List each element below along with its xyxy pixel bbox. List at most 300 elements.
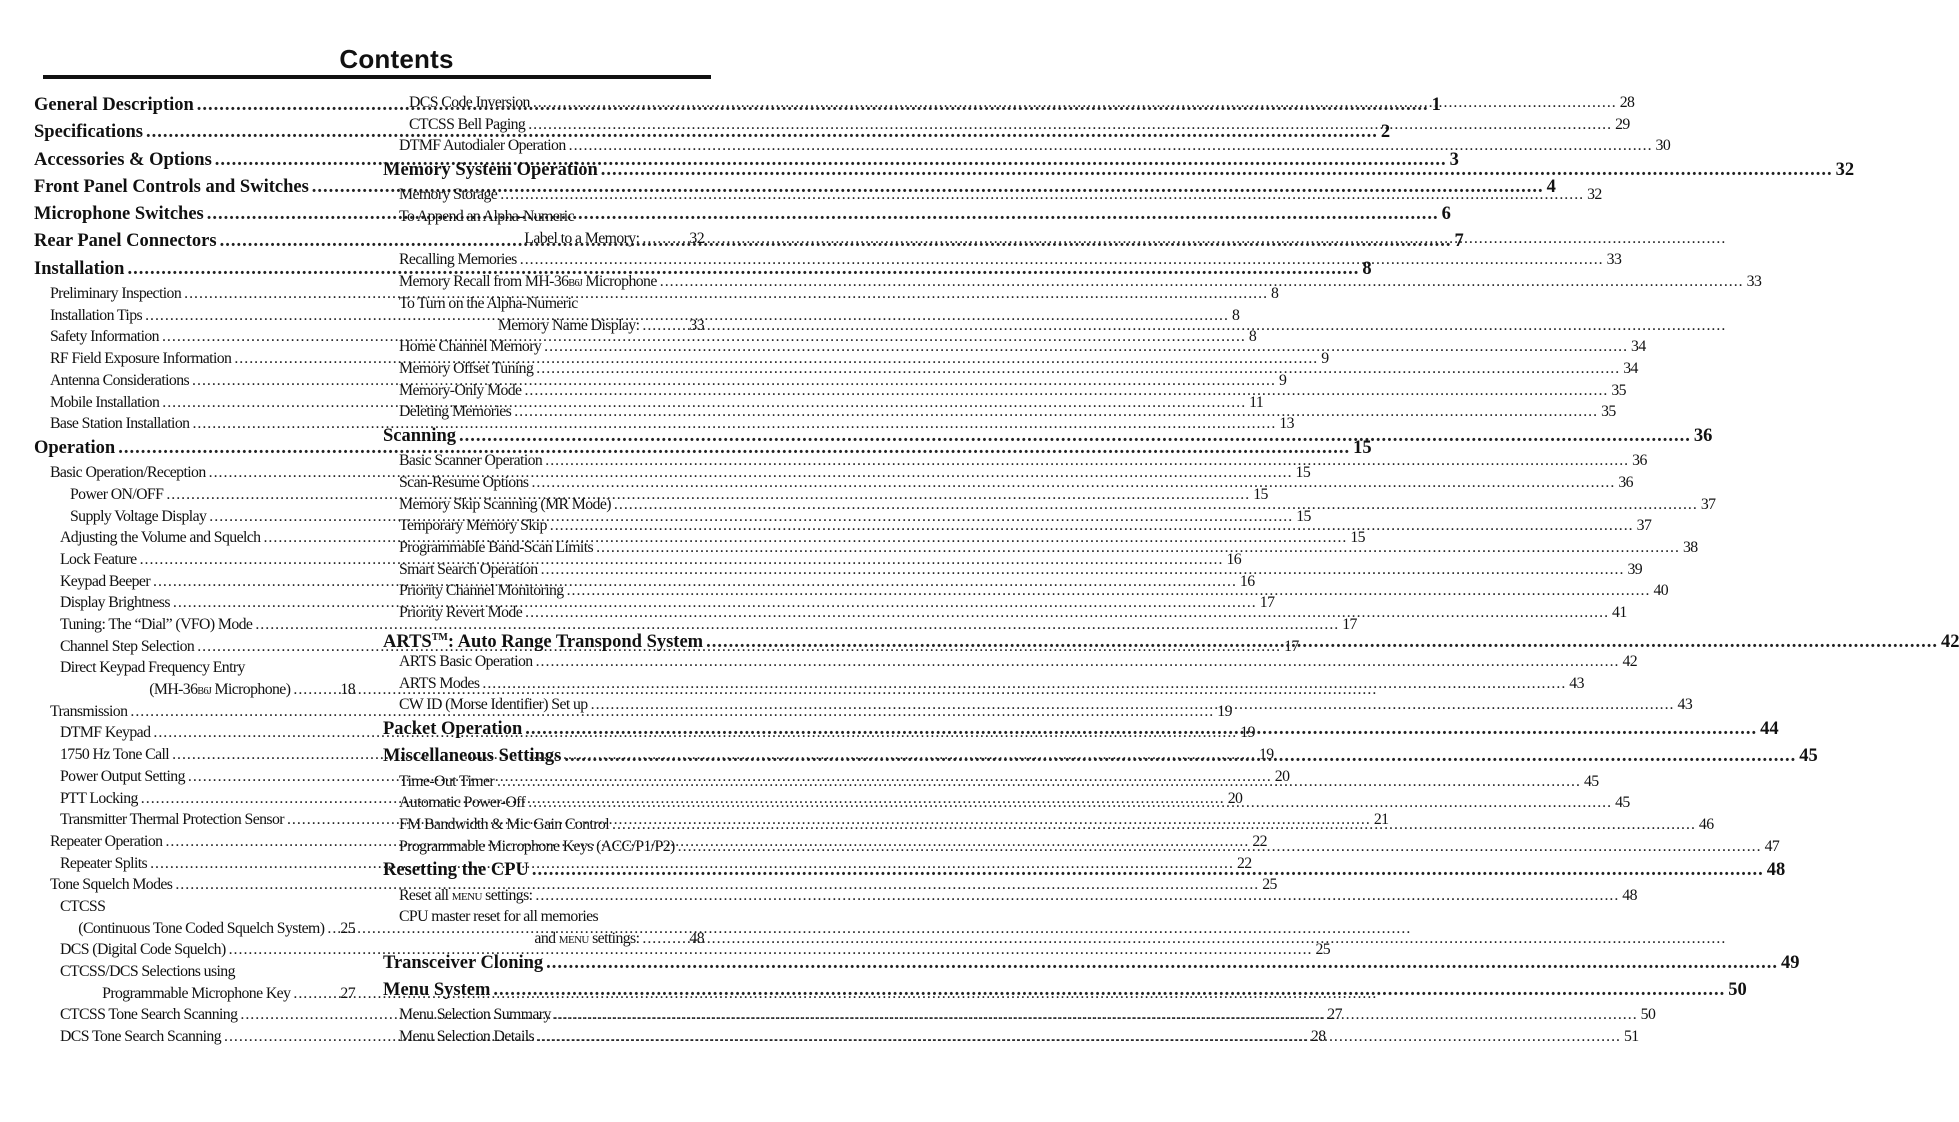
toc-entry-page: 15	[1253, 485, 1268, 503]
dot-leader	[642, 228, 686, 250]
dot-leader	[533, 92, 1617, 114]
toc-entry-label	[399, 494, 611, 516]
label-text: Programmable Band-Scan Limits	[399, 539, 594, 556]
label-text: DCS (Digital Code Squelch)	[60, 941, 226, 959]
label-text: Menu System	[383, 980, 491, 1001]
dot-leader	[531, 472, 1615, 494]
toc-entry-page: 48	[1622, 886, 1637, 904]
toc-entry-page: 20	[1227, 789, 1243, 807]
toc-entry-page: 32	[1835, 160, 1855, 181]
toc-entry-label	[34, 201, 204, 228]
dot-leader	[500, 184, 1584, 206]
toc-entry-label	[50, 305, 142, 327]
toc-entry-label	[50, 831, 162, 853]
toc-entry-label	[60, 722, 150, 744]
label-text: Antenna Considerations	[50, 371, 190, 389]
toc-entry-label	[50, 370, 189, 392]
toc-entry-label	[60, 549, 137, 571]
label-text: CTCSS Bell Paging	[409, 115, 526, 133]
label-text: Transmission	[50, 702, 128, 720]
toc-entry-page: 17	[1342, 616, 1357, 633]
toc-entry-label	[534, 928, 639, 952]
label-text: Accessories & Options	[34, 149, 212, 170]
toc-entry-page: 15	[1350, 529, 1365, 547]
toc-entry[interactable]	[383, 271, 1762, 293]
label-text: Home Channel Memory	[399, 338, 542, 356]
toc-entry-label	[34, 92, 194, 119]
label-subscript: B6J	[197, 686, 212, 698]
label-text: ARTS	[383, 631, 432, 652]
toc-entry-label	[399, 814, 609, 836]
label-text: To Turn on the Alpha-Numeric	[399, 294, 578, 312]
toc-entry-page: 25	[340, 919, 355, 937]
label-text: Label to a Memory:	[524, 229, 640, 247]
dot-leader	[482, 673, 1566, 695]
label-text: Power ON/OFF	[70, 485, 164, 503]
toc-entry-page: 48	[689, 930, 704, 948]
label-text: (Continuous Tone Coded Squelch System)	[78, 919, 325, 937]
dot-leader	[524, 380, 1608, 402]
toc-entry-label	[399, 602, 522, 624]
toc-entry-page: 45	[1583, 772, 1599, 790]
toc-entry-page: 4	[1546, 176, 1556, 197]
label-text: CTCSS/DCS Selections using	[60, 963, 235, 981]
label-text: Keypad Beeper	[60, 572, 151, 590]
toc-entry-label	[60, 636, 194, 658]
toc-entry-label	[34, 174, 309, 201]
toc-entry-page: 2	[1380, 122, 1391, 143]
label-text: Programmable Microphone Keys (ACC/P1/P2)	[399, 837, 675, 855]
dot-leader	[545, 450, 1629, 472]
dot-leader	[497, 771, 1581, 793]
toc-entry-label	[399, 401, 511, 423]
toc-entry-label	[409, 114, 525, 136]
toc-entry-page: 35	[1611, 381, 1626, 399]
toc-entry-page: 22	[1252, 832, 1267, 850]
dot-leader	[327, 918, 337, 940]
toc-entry-label	[60, 1026, 221, 1048]
label-text: Scanning	[383, 425, 457, 446]
toc-entry[interactable]	[34, 657, 355, 700]
label-text: Time-Out Timer	[399, 772, 495, 790]
dot-leader	[535, 885, 1619, 907]
label-text: Memory Storage	[399, 186, 498, 204]
toc-entry-page: 34	[1623, 359, 1638, 377]
dot-leader	[293, 679, 337, 701]
toc-entry-label	[34, 147, 212, 174]
label-text: Smart Search Operation	[399, 560, 538, 578]
label-text: Reset all	[399, 886, 452, 904]
toc-entry-page: 15	[1296, 507, 1311, 525]
toc-entry-page: 18	[340, 681, 355, 699]
toc-entry-page: 35	[1601, 403, 1616, 421]
dot-leader	[536, 358, 1620, 380]
toc-entry[interactable]	[383, 135, 1671, 157]
dot-leader	[544, 336, 1628, 358]
toc-entry-label	[399, 249, 517, 271]
toc-entry-page: 13	[1279, 415, 1294, 433]
toc-entry-page: 29	[1615, 115, 1630, 133]
label-text: Menu Selection Details	[399, 1028, 535, 1046]
label-text: FM Bandwidth & Mic Gain Control	[399, 816, 610, 834]
toc-entry[interactable]	[383, 184, 1602, 206]
label-superscript: TM	[431, 631, 448, 643]
toc-entry-label	[34, 435, 115, 462]
label-text-rest: Microphone)	[211, 681, 291, 699]
dot-leader	[569, 135, 1653, 157]
toc-entry[interactable]	[34, 896, 355, 939]
toc-entry[interactable]	[383, 673, 1584, 695]
toc-entry-label	[383, 743, 561, 770]
toc-entry-label	[34, 119, 143, 146]
label-small-caps: MENU	[451, 890, 482, 903]
toc-entry-label	[34, 256, 124, 283]
dot-leader	[612, 814, 1696, 836]
toc-entry-label	[399, 206, 704, 228]
toc-entry-page: 9	[1278, 371, 1287, 389]
label-text: DTMF Keypad	[60, 724, 151, 742]
label-text: Supply Voltage Display	[70, 507, 207, 525]
toc-entry-label	[60, 896, 355, 918]
toc-entry[interactable]	[383, 206, 704, 249]
toc-entry-page: 8	[1362, 258, 1372, 279]
label-text: To Append an Alpha-Numeric	[399, 208, 575, 226]
label-text: Memory Recall from MH-36	[399, 273, 569, 291]
label-text: and	[534, 930, 559, 948]
toc-entry-page: 7	[1454, 231, 1464, 252]
dot-leader	[493, 977, 1725, 1004]
toc-entry-page: 16	[1239, 572, 1255, 590]
toc-entry-page: 8	[1271, 285, 1279, 303]
toc-entry-label	[383, 857, 529, 884]
toc-entry-page: 15	[1295, 464, 1311, 482]
toc-entry-label	[399, 771, 494, 793]
dot-leader	[525, 602, 1609, 624]
toc-entry-page: 36	[1693, 425, 1713, 446]
label-text: Specifications	[34, 122, 143, 143]
toc-entry-page: 37	[1700, 495, 1716, 513]
toc-entry[interactable]	[383, 92, 1635, 114]
toc-entry-label	[498, 315, 640, 337]
toc-entry-label	[70, 484, 163, 506]
toc-entry[interactable]	[383, 450, 1647, 472]
label-text: Miscellaneous Settings	[383, 746, 562, 767]
toc-entry-page: 45	[1615, 794, 1630, 812]
toc-entry-label	[60, 766, 185, 788]
label-text: (MH-36	[149, 681, 198, 699]
toc-entry-page: 1	[1431, 95, 1441, 115]
toc-entry-page: 20	[1274, 767, 1290, 785]
toc-entry-page: 50	[1640, 1006, 1656, 1024]
label-text: Transmitter Thermal Protection Sensor	[60, 811, 284, 829]
label-text: Installation	[34, 258, 125, 279]
toc-entry-label	[399, 135, 566, 157]
toc-entry-page: 25	[1315, 941, 1331, 959]
label-text: DCS Tone Search Scanning	[60, 1028, 222, 1046]
toc-entry-page: 21	[1373, 811, 1389, 829]
label-text: Menu Selection Summary	[399, 1006, 551, 1024]
toc-entry-label	[399, 515, 547, 537]
toc-entry-page: 28	[1619, 94, 1635, 111]
toc-entry-label	[399, 559, 538, 581]
toc-entry-label	[399, 1026, 534, 1048]
toc-entry-page: 46	[1698, 816, 1714, 834]
toc-entry-page: 27	[340, 984, 355, 1002]
label-text-rest: Microphone	[582, 273, 657, 291]
toc-entry-label	[50, 701, 127, 723]
dot-leader	[601, 157, 1833, 184]
toc-entry[interactable]	[383, 977, 1747, 1004]
toc-entry[interactable]	[383, 157, 1855, 184]
toc-entry-label	[50, 392, 159, 414]
toc-entry-label	[399, 836, 675, 858]
toc-entry-label	[399, 694, 588, 716]
toc-entry-label	[383, 157, 598, 184]
dot-leader	[642, 928, 686, 950]
toc-entry-label	[60, 788, 138, 810]
dot-leader	[567, 580, 1651, 602]
toc-entry[interactable]	[383, 358, 1638, 380]
toc-entry-label	[70, 506, 206, 528]
toc-entry-label	[50, 874, 172, 896]
label-text: Repeater Splits	[60, 854, 148, 872]
toc-entry-page: 42	[1622, 653, 1638, 671]
toc-entry[interactable]	[383, 249, 1622, 271]
label-text: Safety Information	[50, 328, 159, 346]
label-text: DTMF Autodialer Operation	[399, 137, 566, 155]
toc-entry-page: 15	[1353, 437, 1372, 458]
label-text: Temporary Memory Skip	[399, 517, 547, 535]
toc-entry-page: 39	[1627, 560, 1643, 578]
label-text: General Description	[34, 95, 194, 115]
label-text: PTT Locking	[60, 789, 138, 807]
toc-entry-label	[524, 228, 639, 250]
dot-leader	[660, 271, 1744, 293]
label-text: Preliminary Inspection	[50, 285, 182, 303]
toc-entry-page: 44	[1760, 719, 1779, 740]
toc-entry[interactable]	[383, 114, 1630, 136]
toc-entry-page: 33	[689, 316, 704, 334]
toc-entry-page: 17	[1284, 637, 1299, 655]
toc-entry-label	[383, 950, 543, 977]
toc-entry-label	[399, 336, 541, 358]
toc-entry-label	[78, 918, 324, 940]
dot-leader	[596, 537, 1680, 559]
label-text: ARTS Modes	[399, 674, 480, 692]
label-text: Memory Offset Tuning	[399, 359, 534, 377]
toc-entry[interactable]	[34, 413, 1294, 435]
label-text: Repeater Operation	[50, 832, 163, 850]
label-text: RF Field Exposure Information	[50, 350, 232, 368]
toc-entry-page: 6	[1441, 204, 1451, 225]
label-text-rest: settings:	[481, 886, 533, 904]
toc-entry-page: 17	[1259, 594, 1275, 612]
toc-entry-page: 8	[1231, 306, 1240, 324]
toc-entry-label	[60, 809, 284, 831]
toc-entry-page: 47	[1764, 837, 1780, 855]
label-text: Base Station Installation	[50, 415, 190, 433]
dot-leader	[528, 114, 1612, 136]
label-text: CTCSS	[60, 897, 106, 915]
toc-entry-page: 38	[1682, 539, 1698, 556]
toc-entry-label	[399, 293, 704, 315]
toc-entry-page: 36	[1618, 473, 1633, 491]
toc-entry-label	[383, 716, 522, 743]
label-text: Memory System Operation	[383, 160, 598, 181]
toc-entry-label	[60, 1004, 237, 1026]
toc-entry-page: 36	[1632, 452, 1647, 470]
toc-entry-label	[399, 358, 533, 380]
toc-entry-label	[60, 592, 170, 614]
label-text: Adjusting the Volume and Squelch	[60, 529, 261, 547]
label-text: Deleting Memories	[399, 403, 512, 421]
dot-leader	[528, 792, 1612, 814]
toc-entry-label	[399, 906, 704, 928]
toc-entry-label	[34, 228, 217, 255]
toc-entry-label	[50, 413, 189, 435]
toc-entry-label	[399, 472, 528, 494]
label-text: CW ID (Morse Identifier) Set up	[399, 696, 588, 714]
toc-entry-label	[399, 184, 497, 206]
toc-entry-page: 11	[1249, 393, 1264, 411]
toc-entry-page: 40	[1653, 582, 1669, 600]
label-text: Memory Skip Scanning (MR Mode)	[399, 495, 611, 513]
toc-entry-page: 43	[1677, 696, 1693, 714]
label-subscript: B6J	[568, 278, 583, 290]
label-text: Tuning: The “Dial” (VFO) Mode	[60, 616, 253, 633]
label-text: Memory Name Display:	[497, 316, 640, 334]
toc-entry-label	[409, 92, 530, 114]
toc-entry-label	[399, 537, 593, 559]
toc-entry-page: 19	[1240, 724, 1255, 742]
label-text: 1750 Hz Tone Call	[60, 746, 170, 764]
toc-entry-label	[399, 450, 542, 472]
toc-entry-label	[60, 527, 260, 549]
label-text: Mobile Installation	[50, 393, 160, 411]
toc-entry-label	[60, 744, 169, 766]
dot-leader	[642, 315, 686, 337]
label-text: Operation	[34, 437, 116, 458]
toc-entry[interactable]	[34, 961, 355, 1004]
title-underline	[43, 75, 711, 79]
dot-leader	[678, 836, 1762, 858]
label-text: Power Output Setting	[60, 767, 185, 785]
label-text: Recalling Memories	[399, 251, 517, 269]
toc-entry-page: 9	[1321, 350, 1329, 368]
label-text: Priority Channel Monitoring	[399, 582, 564, 600]
toc-entry-page: 43	[1569, 674, 1584, 692]
label-text: Automatic Power-Off	[399, 794, 526, 812]
toc-entry-page: 27	[1327, 1006, 1342, 1024]
toc-entry-page: 32	[689, 229, 704, 247]
toc-entry-page: 51	[1623, 1028, 1639, 1046]
toc-entry-page: 8	[1248, 328, 1257, 346]
label-text: Packet Operation	[383, 719, 523, 740]
label-text: ARTS Basic Operation	[399, 653, 533, 671]
dot-leader	[564, 743, 1796, 770]
toc-entry[interactable]	[383, 293, 704, 336]
label-text: Priority Revert Mode	[399, 604, 523, 622]
toc-entry-page: 32	[1587, 186, 1602, 204]
toc-entry-label	[399, 380, 521, 402]
dot-leader	[293, 983, 337, 1005]
dot-leader	[554, 1004, 1638, 1026]
dot-leader	[591, 694, 1675, 716]
toc-entry-label	[399, 673, 479, 695]
dot-leader	[459, 423, 1691, 450]
label-text: Tone Squelch Modes	[50, 876, 173, 894]
toc-entry-label	[149, 679, 290, 703]
toc-entry-label	[399, 1004, 551, 1026]
toc-entry-page: 42	[1940, 631, 1959, 652]
label-small-caps: MENU	[558, 934, 589, 947]
label-text: Direct Keypad Frequency Entry	[60, 659, 245, 677]
label-text: CTCSS Tone Search Scanning	[60, 1006, 238, 1024]
toc-entry[interactable]	[383, 651, 1638, 673]
toc-entry-label	[399, 885, 532, 909]
label-text: Rear Panel Connectors	[34, 231, 217, 252]
toc-entry-label	[383, 977, 490, 1004]
toc-entry-label	[383, 423, 456, 450]
toc-entry-page: 48	[1766, 860, 1786, 881]
label-text: Resetting the CPU	[383, 860, 529, 881]
toc-entry-page: 28	[1310, 1028, 1326, 1046]
dot-leader	[520, 249, 1604, 271]
label-text: Front Panel Controls and Switches	[34, 176, 309, 197]
page-title: Contents	[339, 44, 454, 74]
toc-entry[interactable]	[34, 614, 1357, 636]
toc-entry-label	[60, 657, 355, 679]
toc-entry-label	[50, 326, 159, 348]
label-text: Display Brightness	[60, 594, 170, 612]
toc-entry[interactable]	[383, 336, 1646, 358]
toc-entry-label	[50, 348, 231, 370]
label-text: Channel Step Selection	[60, 637, 195, 655]
dot-leader	[536, 651, 1620, 673]
dot-leader	[514, 401, 1598, 423]
toc-entry-label	[60, 614, 252, 636]
toc-entry-page: 19	[1217, 702, 1232, 720]
toc-entry-page: 41	[1612, 604, 1627, 622]
toc-entry-page: 33	[1746, 273, 1762, 291]
toc-entry-label	[60, 961, 355, 983]
label-text: Scan-Resume Options	[399, 473, 529, 491]
toc-entry[interactable]	[383, 906, 704, 949]
dot-leader	[537, 1026, 1621, 1048]
toc-entry-page: 49	[1781, 952, 1800, 973]
toc-entry-page: 33	[1606, 251, 1622, 269]
dot-leader	[614, 494, 1698, 516]
label-text-rest: settings:	[588, 930, 640, 948]
toc-entry-page: 50	[1728, 980, 1747, 1001]
dot-leader	[541, 559, 1625, 581]
label-text: Transceiver Cloning	[383, 952, 544, 973]
toc-entry-label	[50, 462, 206, 484]
toc-entry-label	[102, 983, 290, 1005]
toc-entry-page: 22	[1236, 854, 1252, 872]
toc-entry-page: 16	[1226, 550, 1242, 568]
toc-entry-page: 25	[1262, 876, 1277, 894]
toc-entry-label	[399, 792, 525, 814]
dot-leader	[550, 515, 1634, 537]
label-text: Basic Scanner Operation	[399, 452, 543, 470]
toc-entry-label	[50, 283, 181, 305]
label-text-rest: : Auto Range Transpond System	[447, 631, 704, 652]
toc-entry-label	[60, 939, 226, 961]
toc-entry-page: 37	[1636, 517, 1652, 535]
label-text: CPU master reset for all memories	[399, 908, 599, 926]
dot-leader	[525, 716, 1757, 743]
